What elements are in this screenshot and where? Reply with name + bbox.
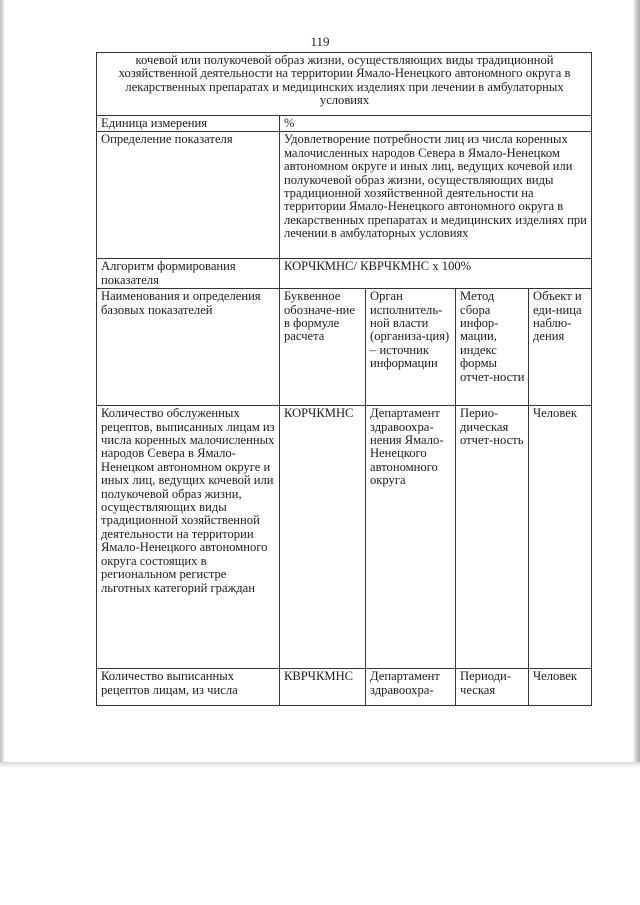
algorithm-value: КОРЧКМНС/ КВРЧКМНС х 100% bbox=[280, 259, 592, 289]
scan-shadow-left bbox=[0, 0, 4, 768]
unit-row bbox=[97, 116, 592, 132]
base-header-row bbox=[97, 289, 592, 406]
base-header-object: Объект и еди-ница наблю-дения bbox=[529, 289, 592, 406]
base-header-letter: Буквенное обозначе-ние в формуле расчета bbox=[280, 289, 366, 406]
table-row bbox=[97, 406, 592, 669]
base-row-object: Человек bbox=[529, 406, 592, 669]
definition-label: Определение показателя bbox=[97, 132, 280, 259]
definition-row bbox=[97, 132, 592, 259]
unit-value: % bbox=[280, 116, 592, 132]
scan-bottom-edge bbox=[0, 762, 640, 768]
base-row-name: Количество выписанных рецептов лицам, из числа bbox=[97, 669, 280, 706]
base-row-method: Периоди-ческая bbox=[456, 669, 529, 706]
base-header-name: Наименования и определения базовых показателей bbox=[97, 289, 280, 406]
algorithm-row bbox=[97, 259, 592, 289]
base-row-method: Перио-дическая отчет-ность bbox=[456, 406, 529, 669]
definition-value: Удовлетворение потребности лиц из числа коренных малочисленных народов Севера в Ямало-Ненецком автономном округе и иных лиц, ведущих кочевой или полукочевой образ жизни, осуществляющих виды традиционной хозяйственной деятельности на территории Ямало-Ненецкого автономного округа в лекарственных препаратах и медицинских изделиях при лечении в амбулаторных условиях bbox=[280, 132, 592, 259]
intro-cell: кочевой или полукочевой образ жизни, осуществляющих виды традиционной хозяйственной деятельности на территории Ямало-Ненецкого автономного округа в лекарственных препаратах и медицинских изделиях при лечении в амбулаторных условиях bbox=[97, 53, 592, 116]
page-number: 119 bbox=[310, 34, 330, 49]
base-row-authority: Департамент здравоохра-нения Ямало-Ненецкого автономного округа bbox=[366, 406, 456, 669]
indicator-table bbox=[96, 52, 592, 706]
algorithm-label: Алгоритм формирования показателя bbox=[97, 259, 280, 289]
scan-shadow-right bbox=[634, 0, 640, 768]
table-row bbox=[97, 669, 592, 706]
unit-label: Единица измерения bbox=[97, 116, 280, 132]
base-header-authority: Орган исполнитель-ной власти (организа-ция) – источник информации bbox=[366, 289, 456, 406]
base-row-authority: Департамент здравоохра- bbox=[366, 669, 456, 706]
base-row-letter: КОРЧКМНС bbox=[280, 406, 366, 669]
base-header-method: Метод сбора инфор-мации, индекс формы отчет-ности bbox=[456, 289, 529, 406]
intro-row bbox=[97, 53, 592, 116]
base-row-object: Человек bbox=[529, 669, 592, 706]
base-row-letter: КВРЧКМНС bbox=[280, 669, 366, 706]
base-row-name: Количество обслуженных рецептов, выписанных лицам из числа коренных малочисленных народов Севера в Ямало-Ненецком автономном округе и иных лиц, ведущих кочевой или полукочевой образ жизни, осуществляющих виды традиционной хозяйственной деятельности на территории Ямало-Ненецкого автономного округа состоящих в региональном регистре льготных категорий граждан bbox=[97, 406, 280, 669]
